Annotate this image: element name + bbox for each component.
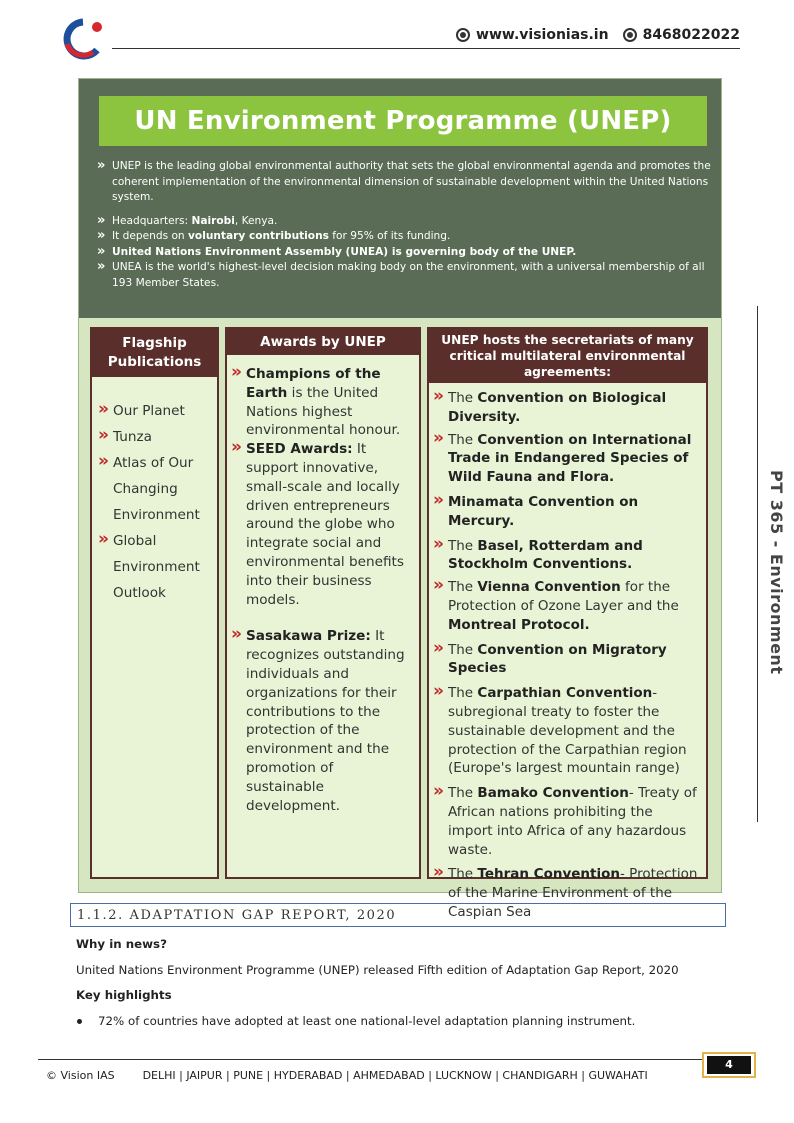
intro-item: » UNEA is the world's highest-level decision making body on the environment, with a universal membership of all 193 Member States. bbox=[97, 260, 712, 291]
footer-copyright: © Vision IAS bbox=[46, 1069, 115, 1082]
flagship-heading: Flagship Publications bbox=[92, 329, 217, 377]
secretariats-column bbox=[427, 327, 708, 920]
list-item: » The Bamako Convention- Treaty of African nations prohibiting the import into Africa of any hazardous waste. bbox=[429, 784, 700, 859]
section-heading: 1.1.2. ADAPTATION GAP REPORT, 2020 bbox=[70, 903, 726, 927]
phone-icon bbox=[623, 28, 637, 42]
secretariats-heading: UNEP hosts the secretariats of many critical multilateral environmental agreements: bbox=[429, 329, 706, 383]
list-item: » The Convention on Biological Diversity. bbox=[429, 389, 700, 427]
header-divider bbox=[112, 48, 740, 49]
unep-title-banner bbox=[99, 96, 707, 146]
page-number: 4 bbox=[707, 1056, 751, 1074]
list-item: » Tunza bbox=[94, 424, 217, 450]
highlight-text: 72% of countries have adopted at least one national-level adaptation planning instrument. bbox=[98, 1014, 636, 1028]
vision-ias-logo bbox=[57, 18, 109, 60]
header-contact bbox=[456, 27, 740, 43]
phone-number[interactable]: 8468022022 bbox=[642, 27, 740, 43]
list-item: » Global Environment Outlook bbox=[94, 528, 217, 606]
footer-cities: DELHI | JAIPUR | PUNE | HYDERABAD | AHMEDABAD | LUCKNOW | CHANDIGARH | GUWAHATI bbox=[142, 1069, 648, 1082]
unep-intro-list bbox=[97, 159, 712, 291]
list-item: » The Tehran Convention- Protection of the Marine Environment of the Caspian Sea bbox=[429, 865, 700, 921]
list-item: » The Convention on International Trade in Endangered Species of Wild Fauna and Flora. bbox=[429, 431, 700, 487]
footer bbox=[46, 1069, 648, 1082]
key-highlights-label: Key highlights bbox=[76, 988, 172, 1002]
unep-title: UN Environment Programme (UNEP) bbox=[134, 106, 672, 136]
list-item: » The Convention on Migratory Species bbox=[429, 641, 700, 679]
why-in-news-label: Why in news? bbox=[76, 937, 167, 951]
secretariats-list bbox=[429, 389, 706, 922]
intro-item: » United Nations Environment Assembly (UNEA) is governing body of the UNEP. bbox=[97, 245, 712, 261]
list-item: » The Vienna Convention for the Protection of Ozone Layer and the Montreal Protocol. bbox=[429, 578, 700, 634]
list-item: » Minamata Convention on Mercury. bbox=[429, 493, 700, 531]
list-item: » Atlas of Our Changing Environment bbox=[94, 450, 217, 528]
list-item: » Sasakawa Prize: It recognizes outstanding individuals and organizations for their contributions to the protection of the environment and the promotion of sustainable development. bbox=[227, 627, 415, 815]
list-item: » Our Planet bbox=[94, 398, 217, 424]
footer-divider bbox=[38, 1059, 702, 1060]
highlight-bullet bbox=[76, 1014, 635, 1028]
side-label: PT 365 - Environment bbox=[767, 470, 786, 675]
intro-item: » It depends on voluntary contributions for 95% of its funding. bbox=[97, 229, 712, 245]
bullet-dot-icon bbox=[77, 1019, 82, 1024]
list-item: » The Carpathian Convention- subregional treaty to foster the sustainable development and the protection of the Carpathian region (Europe's largest mountain range) bbox=[429, 684, 700, 778]
news-text: United Nations Environment Programme (UNEP) released Fifth edition of Adaptation Gap Report, 2020 bbox=[76, 963, 679, 977]
unep-intro-panel bbox=[79, 79, 721, 318]
website-link[interactable]: www.visionias.in bbox=[476, 27, 609, 43]
intro-item: » UNEP is the leading global environmental authority that sets the global environmental agenda and promotes the coherent implementation of the environmental dimension of sustainable development within the United Nations system. bbox=[97, 159, 712, 206]
awards-heading: Awards by UNEP bbox=[227, 329, 419, 355]
flagship-list bbox=[92, 398, 217, 606]
globe-icon bbox=[456, 28, 470, 42]
awards-list bbox=[227, 365, 419, 815]
list-item: » The Basel, Rotterdam and Stockholm Conventions. bbox=[429, 537, 700, 575]
page-number-badge bbox=[702, 1052, 756, 1078]
intro-item: » Headquarters: Nairobi, Kenya. bbox=[97, 214, 712, 230]
side-divider bbox=[757, 306, 758, 822]
list-item: » SEED Awards: It support innovative, small-scale and locally driven entrepreneurs around the globe who integrate social and environmental benefits into their business models. bbox=[227, 440, 415, 609]
awards-column bbox=[225, 327, 421, 879]
list-item: » Champions of the Earth is the United Nations highest environmental honour. bbox=[227, 365, 415, 440]
flagship-publications-column bbox=[90, 327, 219, 879]
